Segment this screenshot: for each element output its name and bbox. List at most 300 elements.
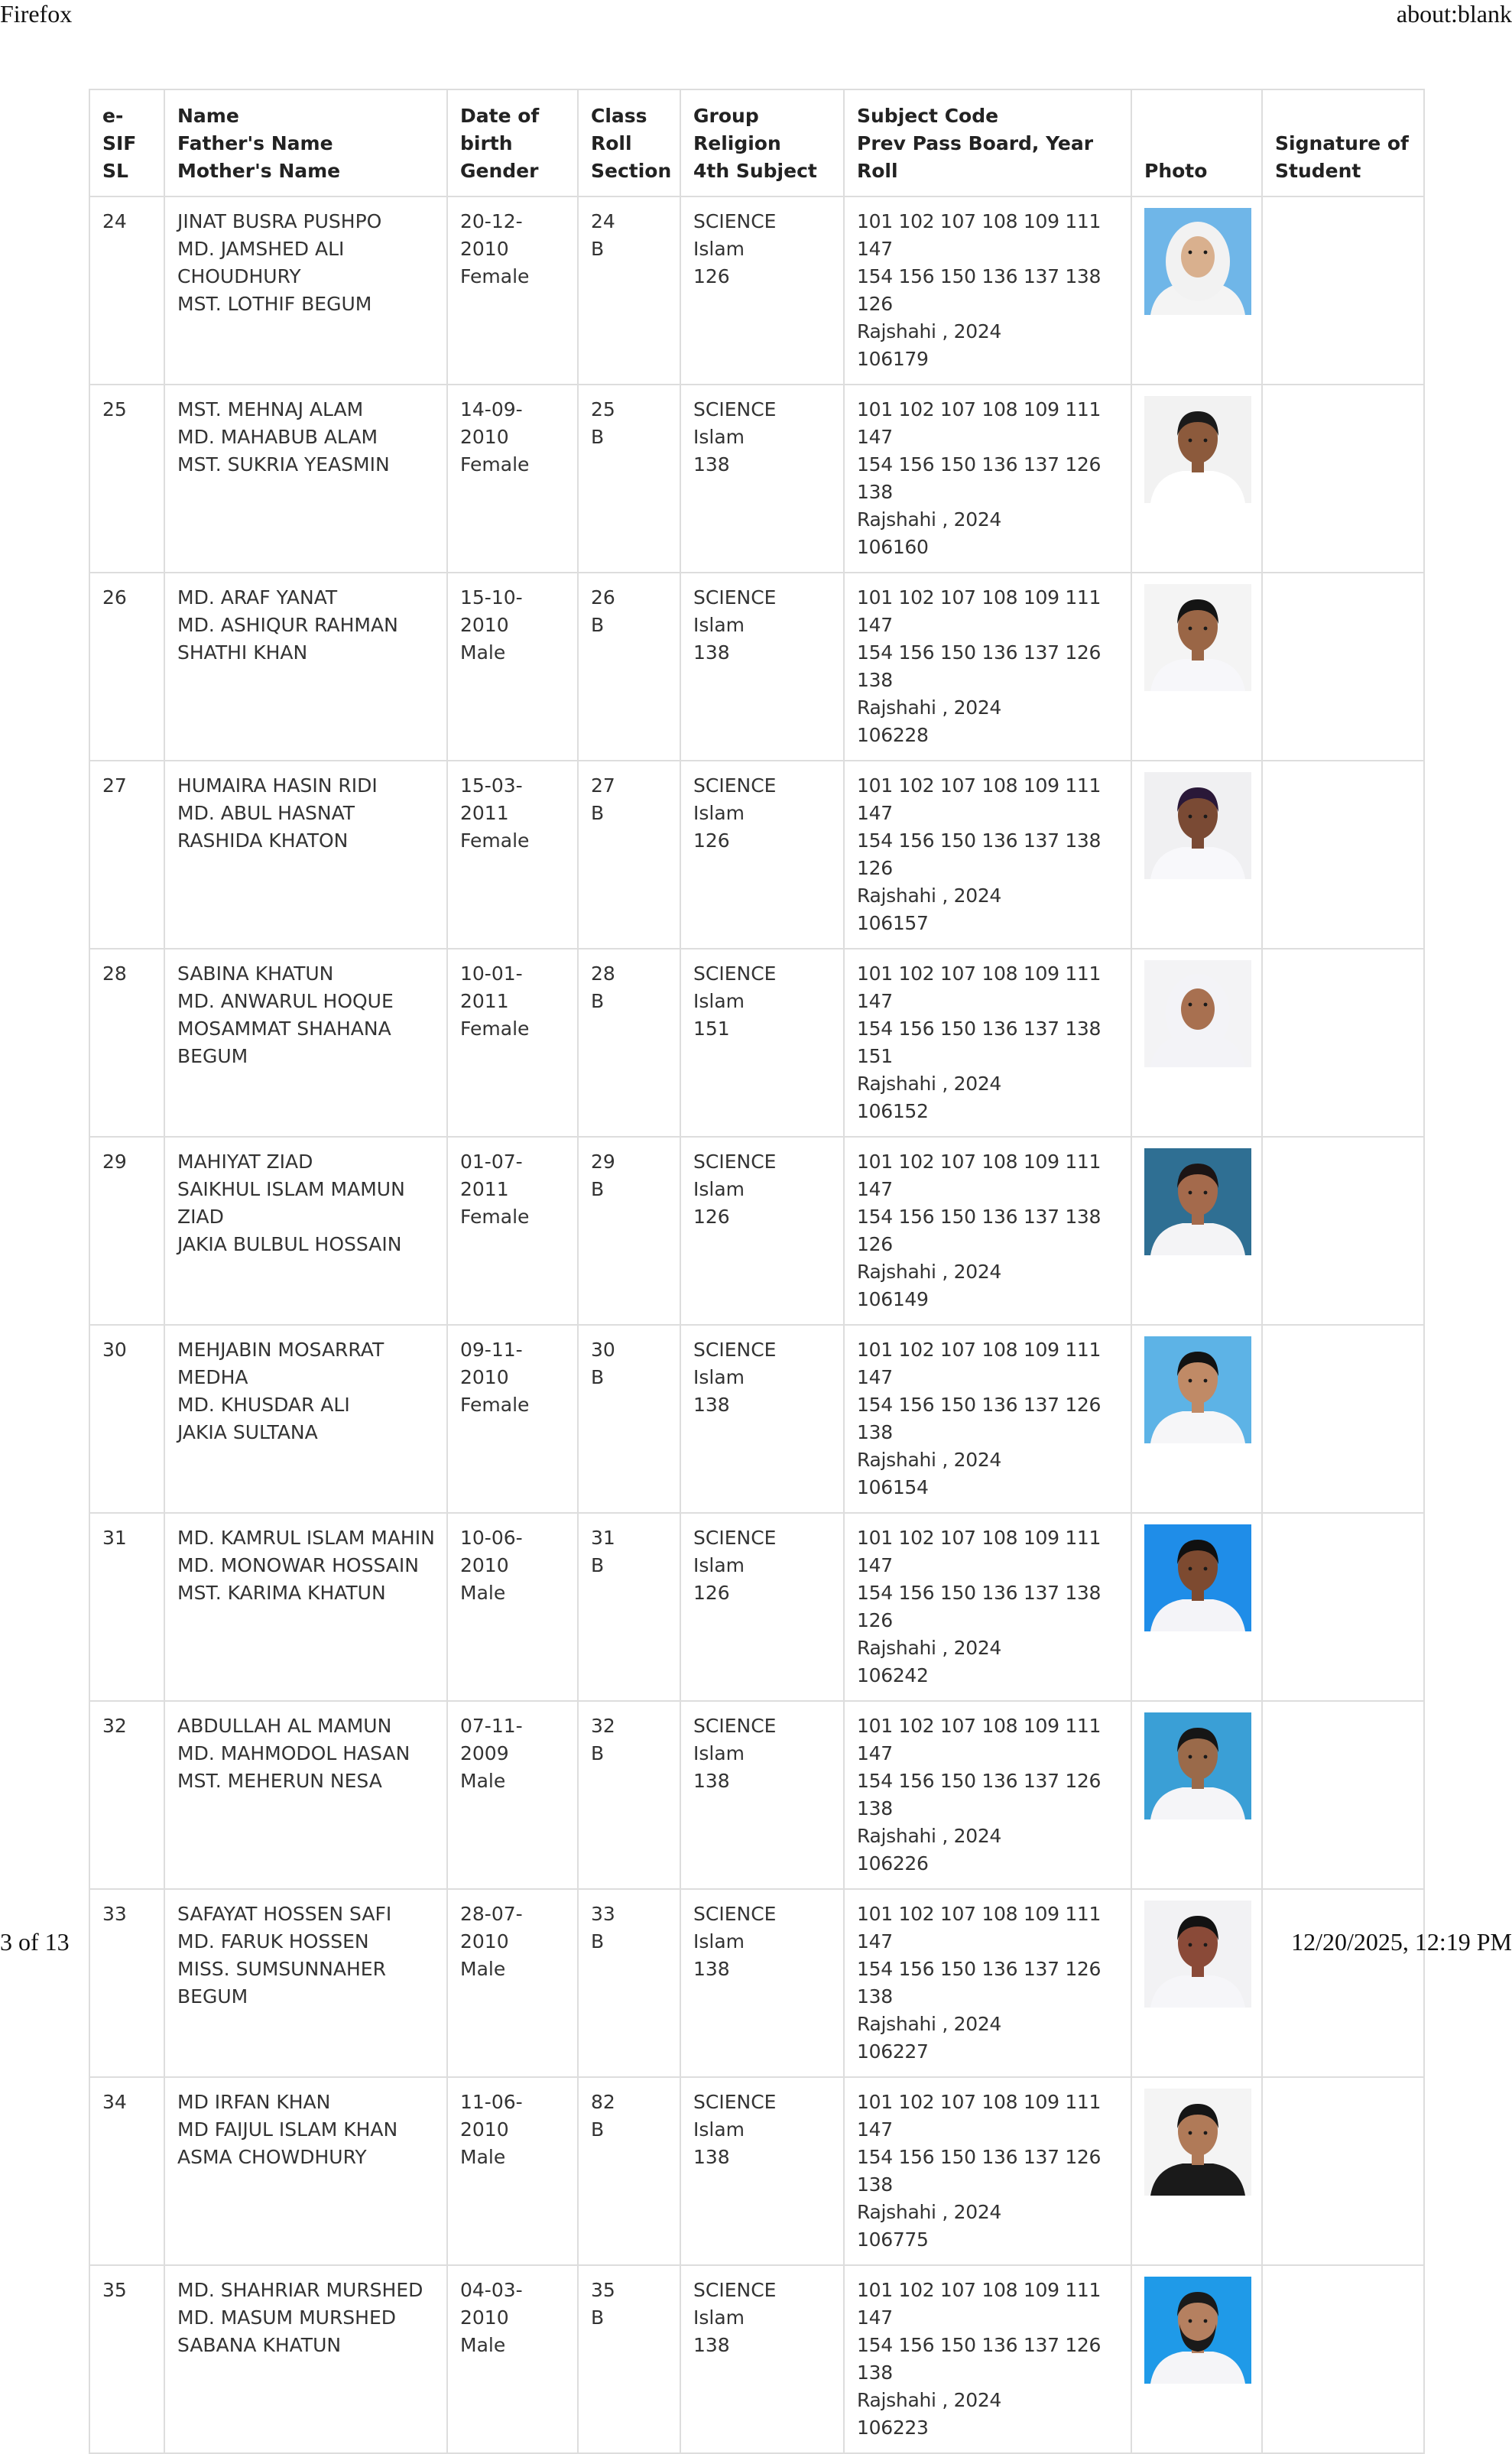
prev-roll: 106226 xyxy=(857,1852,929,1875)
header-signature-line: Student xyxy=(1275,160,1361,182)
cell-dob-gender xyxy=(447,385,578,573)
cell-subject-codes xyxy=(844,573,1131,761)
sl-number: 25 xyxy=(102,398,127,420)
student-photo xyxy=(1144,396,1251,503)
sl-number: 28 xyxy=(102,962,127,985)
page-indicator: 3 of 13 xyxy=(0,1928,70,1956)
group: SCIENCE xyxy=(693,774,777,797)
student-photo xyxy=(1144,1336,1251,1443)
mother-name: JAKIA BULBUL HOSSAIN xyxy=(177,1233,402,1255)
cell-names xyxy=(164,1137,447,1325)
student-name: JINAT BUSRA PUSHPO xyxy=(177,210,382,232)
cell-group xyxy=(680,761,844,949)
section: B xyxy=(591,1930,605,1952)
group: SCIENCE xyxy=(693,210,777,232)
header-group xyxy=(680,89,844,196)
cell-group xyxy=(680,1325,844,1513)
table-row xyxy=(89,1513,1424,1701)
cell-subject-codes xyxy=(844,196,1131,385)
cell-subject-codes xyxy=(844,1513,1131,1701)
group: SCIENCE xyxy=(693,398,777,420)
subject-codes-line: 101 102 107 108 109 111 147 xyxy=(857,2091,1102,2141)
class-roll: 33 xyxy=(591,1903,615,1925)
cell-dob-gender xyxy=(447,761,578,949)
mother-name: ASMA CHOWDHURY xyxy=(177,2146,367,2168)
cell-photo xyxy=(1131,1325,1262,1513)
prev-pass-board-year: Rajshahi , 2024 xyxy=(857,696,1002,719)
prev-roll: 106179 xyxy=(857,348,929,370)
header-roll xyxy=(578,89,680,196)
prev-pass-board-year: Rajshahi , 2024 xyxy=(857,320,1002,342)
portrait-icon xyxy=(1144,960,1251,1067)
header-sl-line: SL xyxy=(102,160,128,182)
student-name: MAHIYAT ZIAD xyxy=(177,1151,313,1173)
father-name: MD. MASUM MURSHED xyxy=(177,2306,397,2329)
cell-dob-gender xyxy=(447,2077,578,2265)
portrait-icon xyxy=(1144,208,1251,315)
cell-names xyxy=(164,385,447,573)
student-photo xyxy=(1144,2089,1251,2196)
cell-names xyxy=(164,1513,447,1701)
portrait-icon xyxy=(1144,1336,1251,1443)
cell-sl xyxy=(89,1137,164,1325)
table-row xyxy=(89,1325,1424,1513)
class-roll: 29 xyxy=(591,1151,615,1173)
student-photo xyxy=(1144,2277,1251,2384)
header-name-line: Mother's Name xyxy=(177,160,341,182)
class-roll: 32 xyxy=(591,1715,615,1737)
cell-names xyxy=(164,573,447,761)
date-of-birth: 11-06-2010 xyxy=(460,2091,523,2141)
header-subject-line: Subject Code xyxy=(857,105,999,127)
class-roll: 35 xyxy=(591,2279,615,2301)
sl-number: 34 xyxy=(102,2091,127,2113)
table-row xyxy=(89,1137,1424,1325)
cell-subject-codes xyxy=(844,1325,1131,1513)
cell-signature xyxy=(1262,761,1424,949)
cell-roll-section xyxy=(578,2265,680,2453)
subject-codes-line: 154 156 150 136 137 138 126 xyxy=(857,1206,1102,1255)
cell-sl xyxy=(89,196,164,385)
header-dob-line: Date of xyxy=(460,105,540,127)
cell-signature xyxy=(1262,2265,1424,2453)
header-roll-line: Section xyxy=(591,160,672,182)
section: B xyxy=(591,1366,605,1388)
class-roll: 24 xyxy=(591,210,615,232)
table-header-row xyxy=(89,89,1424,196)
mother-name: MISS. SUMSUNNAHER BEGUM xyxy=(177,1958,386,2008)
cell-group xyxy=(680,1701,844,1889)
subject-codes-line: 101 102 107 108 109 111 147 xyxy=(857,962,1102,1012)
header-name xyxy=(164,89,447,196)
cell-signature xyxy=(1262,573,1424,761)
table-row xyxy=(89,1889,1424,2077)
cell-photo xyxy=(1131,2265,1262,2453)
portrait-icon xyxy=(1144,772,1251,879)
cell-group xyxy=(680,949,844,1137)
subject-codes-line: 101 102 107 108 109 111 147 xyxy=(857,1339,1102,1388)
cell-photo xyxy=(1131,1889,1262,2077)
cell-sl xyxy=(89,1513,164,1701)
portrait-icon xyxy=(1144,396,1251,503)
prev-pass-board-year: Rajshahi , 2024 xyxy=(857,1825,1002,1847)
fourth-subject: 138 xyxy=(693,2146,730,2168)
cell-names xyxy=(164,2077,447,2265)
group: SCIENCE xyxy=(693,1527,777,1549)
cell-names xyxy=(164,761,447,949)
student-photo xyxy=(1144,1524,1251,1631)
father-name: MD. ABUL HASNAT xyxy=(177,802,355,824)
cell-signature xyxy=(1262,385,1424,573)
subject-codes-line: 101 102 107 108 109 111 147 xyxy=(857,398,1102,448)
date-of-birth: 15-10-2010 xyxy=(460,586,523,636)
cell-roll-section xyxy=(578,1325,680,1513)
subject-codes-line: 154 156 150 136 137 126 138 xyxy=(857,2334,1102,2384)
group: SCIENCE xyxy=(693,2279,777,2301)
father-name: MD FAIJUL ISLAM KHAN xyxy=(177,2118,398,2141)
section: B xyxy=(591,990,605,1012)
gender: Male xyxy=(460,1770,506,1792)
cell-signature xyxy=(1262,196,1424,385)
father-name: SAIKHUL ISLAM MAMUN ZIAD xyxy=(177,1178,405,1228)
cell-dob-gender xyxy=(447,196,578,385)
class-roll: 28 xyxy=(591,962,615,985)
cell-roll-section xyxy=(578,1701,680,1889)
table-row xyxy=(89,2077,1424,2265)
portrait-icon xyxy=(1144,1148,1251,1255)
header-roll-line: Roll xyxy=(591,132,632,154)
cell-photo xyxy=(1131,573,1262,761)
header-dob xyxy=(447,89,578,196)
religion: Islam xyxy=(693,1178,745,1200)
cell-roll-section xyxy=(578,1137,680,1325)
student-sif-table-container xyxy=(89,89,1423,2454)
cell-names xyxy=(164,949,447,1137)
class-roll: 25 xyxy=(591,398,615,420)
portrait-icon xyxy=(1144,2089,1251,2196)
subject-codes-line: 101 102 107 108 109 111 147 xyxy=(857,1715,1102,1764)
religion: Islam xyxy=(693,802,745,824)
cell-photo xyxy=(1131,196,1262,385)
cell-subject-codes xyxy=(844,761,1131,949)
cell-photo xyxy=(1131,761,1262,949)
religion: Islam xyxy=(693,990,745,1012)
table-row xyxy=(89,2265,1424,2453)
header-subject xyxy=(844,89,1131,196)
section: B xyxy=(591,2306,605,2329)
cell-roll-section xyxy=(578,949,680,1137)
prev-roll: 106154 xyxy=(857,1476,929,1498)
class-roll: 82 xyxy=(591,2091,615,2113)
religion: Islam xyxy=(693,1930,745,1952)
cell-roll-section xyxy=(578,573,680,761)
cell-roll-section xyxy=(578,385,680,573)
fourth-subject: 126 xyxy=(693,265,730,287)
portrait-icon xyxy=(1144,1712,1251,1819)
cell-photo xyxy=(1131,385,1262,573)
father-name: MD. ASHIQUR RAHMAN xyxy=(177,614,398,636)
header-dob-line: birth xyxy=(460,132,513,154)
fourth-subject: 151 xyxy=(693,1018,730,1040)
father-name: MD. MAHABUB ALAM xyxy=(177,426,378,448)
prev-roll: 106227 xyxy=(857,2040,929,2063)
prev-roll: 106242 xyxy=(857,1664,929,1686)
date-of-birth: 20-12-2010 xyxy=(460,210,523,260)
mother-name: SHATHI KHAN xyxy=(177,641,308,664)
header-signature-line: Signature of xyxy=(1275,132,1409,154)
mother-name: MST. SUKRIA YEASMIN xyxy=(177,453,390,476)
header-subject-line: Prev Pass Board, Year xyxy=(857,132,1094,154)
cell-subject-codes xyxy=(844,1137,1131,1325)
prev-pass-board-year: Rajshahi , 2024 xyxy=(857,2389,1002,2411)
browser-url: about:blank xyxy=(1396,0,1512,28)
cell-group xyxy=(680,573,844,761)
print-timestamp: 12/20/2025, 12:19 PM xyxy=(1291,1928,1512,1956)
cell-roll-section xyxy=(578,196,680,385)
portrait-icon xyxy=(1144,2277,1251,2384)
section: B xyxy=(591,426,605,448)
cell-dob-gender xyxy=(447,1701,578,1889)
cell-sl xyxy=(89,1889,164,2077)
date-of-birth: 04-03-2010 xyxy=(460,2279,523,2329)
prev-pass-board-year: Rajshahi , 2024 xyxy=(857,885,1002,907)
fourth-subject: 138 xyxy=(693,453,730,476)
subject-codes-line: 101 102 107 108 109 111 147 xyxy=(857,210,1102,260)
date-of-birth: 10-06-2010 xyxy=(460,1527,523,1576)
date-of-birth: 15-03-2011 xyxy=(460,774,523,824)
cell-signature xyxy=(1262,949,1424,1137)
cell-roll-section xyxy=(578,1889,680,2077)
student-name: HUMAIRA HASIN RIDI xyxy=(177,774,378,797)
date-of-birth: 28-07-2010 xyxy=(460,1903,523,1952)
mother-name: MST. MEHERUN NESA xyxy=(177,1770,382,1792)
cell-subject-codes xyxy=(844,949,1131,1137)
date-of-birth: 14-09-2010 xyxy=(460,398,523,448)
sl-number: 24 xyxy=(102,210,127,232)
prev-pass-board-year: Rajshahi , 2024 xyxy=(857,1261,1002,1283)
mother-name: JAKIA SULTANA xyxy=(177,1421,318,1443)
subject-codes-line: 101 102 107 108 109 111 147 xyxy=(857,1903,1102,1952)
subject-codes-line: 154 156 150 136 137 138 126 xyxy=(857,829,1102,879)
mother-name: RASHIDA KHATON xyxy=(177,829,349,852)
cell-roll-section xyxy=(578,2077,680,2265)
prev-pass-board-year: Rajshahi , 2024 xyxy=(857,1073,1002,1095)
cell-group xyxy=(680,2077,844,2265)
cell-sl xyxy=(89,1701,164,1889)
religion: Islam xyxy=(693,238,745,260)
religion: Islam xyxy=(693,1366,745,1388)
date-of-birth: 10-01-2011 xyxy=(460,962,523,1012)
cell-group xyxy=(680,196,844,385)
cell-subject-codes xyxy=(844,2265,1131,2453)
cell-group xyxy=(680,1137,844,1325)
gender: Female xyxy=(460,453,530,476)
cell-signature xyxy=(1262,1513,1424,1701)
cell-group xyxy=(680,385,844,573)
cell-subject-codes xyxy=(844,385,1131,573)
subject-codes-line: 154 156 150 136 137 126 138 xyxy=(857,1958,1102,2008)
cell-sl xyxy=(89,385,164,573)
father-name: MD. ANWARUL HOQUE xyxy=(177,990,394,1012)
father-name: MD. MONOWAR HOSSAIN xyxy=(177,1554,419,1576)
father-name: MD. JAMSHED ALI CHOUDHURY xyxy=(177,238,345,287)
section: B xyxy=(591,802,605,824)
cell-dob-gender xyxy=(447,1513,578,1701)
father-name: MD. MAHMODOL HASAN xyxy=(177,1742,410,1764)
cell-names xyxy=(164,2265,447,2453)
prev-roll: 106149 xyxy=(857,1288,929,1310)
sl-number: 26 xyxy=(102,586,127,609)
class-roll: 27 xyxy=(591,774,615,797)
student-name: MST. MEHNAJ ALAM xyxy=(177,398,364,420)
student-name: SAFAYAT HOSSEN SAFI xyxy=(177,1903,392,1925)
group: SCIENCE xyxy=(693,962,777,985)
cell-sl xyxy=(89,1325,164,1513)
table-row xyxy=(89,573,1424,761)
header-subject-line: Roll xyxy=(857,160,898,182)
group: SCIENCE xyxy=(693,586,777,609)
cell-sl xyxy=(89,949,164,1137)
fourth-subject: 126 xyxy=(693,1206,730,1228)
student-photo xyxy=(1144,960,1251,1067)
subject-codes-line: 101 102 107 108 109 111 147 xyxy=(857,774,1102,824)
table-body xyxy=(89,196,1424,2453)
cell-photo xyxy=(1131,1137,1262,1325)
date-of-birth: 09-11-2010 xyxy=(460,1339,523,1388)
prev-pass-board-year: Rajshahi , 2024 xyxy=(857,508,1002,531)
fourth-subject: 138 xyxy=(693,1770,730,1792)
cell-names xyxy=(164,196,447,385)
religion: Islam xyxy=(693,614,745,636)
cell-signature xyxy=(1262,1325,1424,1513)
prev-roll: 106160 xyxy=(857,536,929,558)
sl-number: 27 xyxy=(102,774,127,797)
header-group-line: 4th Subject xyxy=(693,160,817,182)
sl-number: 33 xyxy=(102,1903,127,1925)
header-group-line: Religion xyxy=(693,132,781,154)
header-dob-line: Gender xyxy=(460,160,539,182)
class-roll: 30 xyxy=(591,1339,615,1361)
section: B xyxy=(591,1742,605,1764)
header-sl-line: e-SIF xyxy=(102,105,137,154)
table-row xyxy=(89,1701,1424,1889)
prev-roll: 106223 xyxy=(857,2417,929,2439)
student-photo xyxy=(1144,772,1251,879)
table-row xyxy=(89,761,1424,949)
religion: Islam xyxy=(693,2306,745,2329)
cell-subject-codes xyxy=(844,1701,1131,1889)
section: B xyxy=(591,1178,605,1200)
father-name: MD. KHUSDAR ALI xyxy=(177,1394,350,1416)
fourth-subject: 126 xyxy=(693,829,730,852)
mother-name: MOSAMMAT SHAHANA BEGUM xyxy=(177,1018,391,1067)
cell-dob-gender xyxy=(447,1137,578,1325)
subject-codes-line: 154 156 150 136 137 126 138 xyxy=(857,641,1102,691)
header-photo-line: Photo xyxy=(1144,160,1208,182)
cell-names xyxy=(164,1889,447,2077)
student-name: MD. SHAHRIAR MURSHED xyxy=(177,2279,423,2301)
gender: Female xyxy=(460,1394,530,1416)
portrait-icon xyxy=(1144,1524,1251,1631)
prev-pass-board-year: Rajshahi , 2024 xyxy=(857,2013,1002,2035)
cell-photo xyxy=(1131,949,1262,1137)
cell-photo xyxy=(1131,1513,1262,1701)
section: B xyxy=(591,1554,605,1576)
cell-roll-section xyxy=(578,1513,680,1701)
section: B xyxy=(591,614,605,636)
cell-dob-gender xyxy=(447,949,578,1137)
fourth-subject: 126 xyxy=(693,1582,730,1604)
cell-signature xyxy=(1262,1889,1424,2077)
student-photo xyxy=(1144,208,1251,315)
portrait-icon xyxy=(1144,1901,1251,2008)
header-sl xyxy=(89,89,164,196)
sl-number: 29 xyxy=(102,1151,127,1173)
table-left-rule xyxy=(89,1803,90,1865)
subject-codes-line: 101 102 107 108 109 111 147 xyxy=(857,2279,1102,2329)
subject-codes-line: 101 102 107 108 109 111 147 xyxy=(857,586,1102,636)
student-name: SABINA KHATUN xyxy=(177,962,334,985)
subject-codes-line: 154 156 150 136 137 138 126 xyxy=(857,265,1102,315)
table-row xyxy=(89,196,1424,385)
class-roll: 26 xyxy=(591,586,615,609)
cell-dob-gender xyxy=(447,573,578,761)
subject-codes-line: 154 156 150 136 137 126 138 xyxy=(857,2146,1102,2196)
gender: Male xyxy=(460,2146,506,2168)
group: SCIENCE xyxy=(693,1339,777,1361)
header-signature xyxy=(1262,89,1424,196)
cell-names xyxy=(164,1325,447,1513)
student-photo xyxy=(1144,1901,1251,2008)
cell-sl xyxy=(89,761,164,949)
prev-roll: 106157 xyxy=(857,912,929,934)
cell-names xyxy=(164,1701,447,1889)
gender: Female xyxy=(460,1206,530,1228)
gender: Female xyxy=(460,829,530,852)
cell-signature xyxy=(1262,1701,1424,1889)
mother-name: MST. KARIMA KHATUN xyxy=(177,1582,386,1604)
cell-group xyxy=(680,2265,844,2453)
prev-roll: 106152 xyxy=(857,1100,929,1122)
date-of-birth: 01-07-2011 xyxy=(460,1151,523,1200)
student-name: ABDULLAH AL MAMUN xyxy=(177,1715,392,1737)
student-photo xyxy=(1144,1148,1251,1255)
cell-photo xyxy=(1131,1701,1262,1889)
group: SCIENCE xyxy=(693,1151,777,1173)
father-name: MD. FARUK HOSSEN xyxy=(177,1930,369,1952)
subject-codes-line: 154 156 150 136 137 138 126 xyxy=(857,1582,1102,1631)
prev-pass-board-year: Rajshahi , 2024 xyxy=(857,2201,1002,2223)
subject-codes-line: 154 156 150 136 137 138 151 xyxy=(857,1018,1102,1067)
cell-dob-gender xyxy=(447,1889,578,2077)
table-row xyxy=(89,949,1424,1137)
student-name: MEHJABIN MOSARRAT MEDHA xyxy=(177,1339,384,1388)
group: SCIENCE xyxy=(693,1903,777,1925)
student-name: MD IRFAN KHAN xyxy=(177,2091,331,2113)
sl-number: 30 xyxy=(102,1339,127,1361)
fourth-subject: 138 xyxy=(693,1394,730,1416)
prev-roll: 106228 xyxy=(857,724,929,746)
header-group-line: Group xyxy=(693,105,759,127)
cell-subject-codes xyxy=(844,2077,1131,2265)
group: SCIENCE xyxy=(693,2091,777,2113)
religion: Islam xyxy=(693,426,745,448)
sl-number: 35 xyxy=(102,2279,127,2301)
portrait-icon xyxy=(1144,584,1251,691)
subject-codes-line: 154 156 150 136 137 126 138 xyxy=(857,1394,1102,1443)
student-name: MD. KAMRUL ISLAM MAHIN xyxy=(177,1527,435,1549)
cell-dob-gender xyxy=(447,1325,578,1513)
